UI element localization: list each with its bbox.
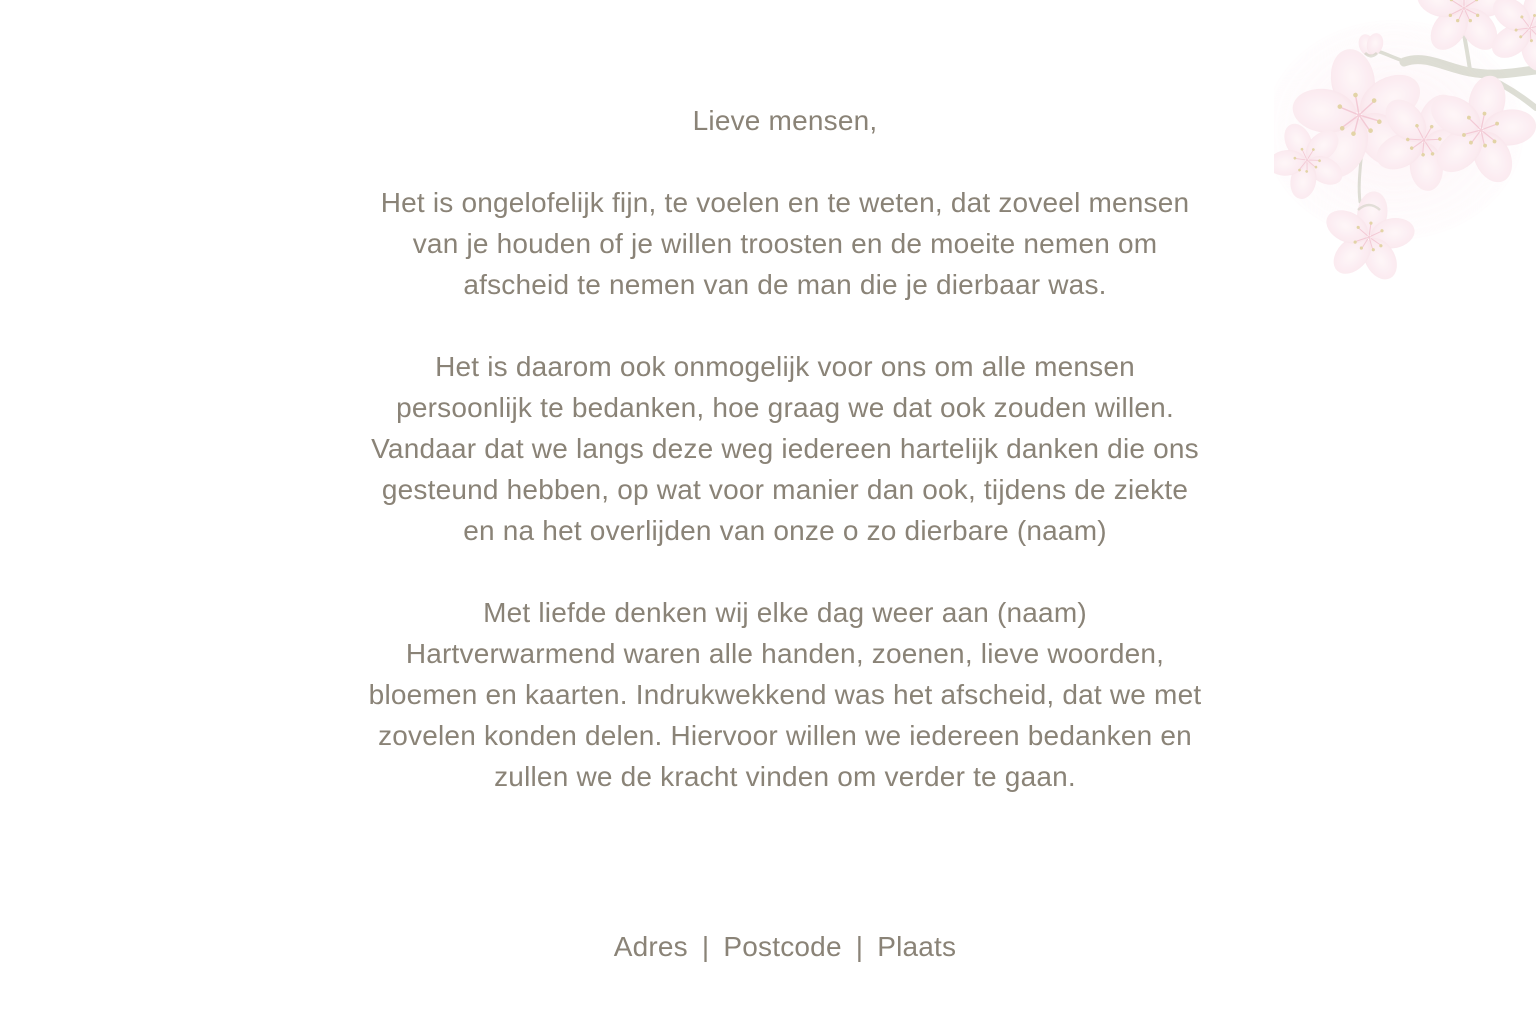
text-line: zovelen konden delen. Hiervoor willen we iedereen bedanken en [378, 720, 1192, 751]
address-line [235, 926, 1335, 967]
text-line: Hartverwarmend waren alle handen, zoenen, lieve woorden, [405, 638, 1165, 669]
text-line: zullen we de kracht vinden om verder te gaan. [494, 761, 1076, 792]
address-street: Adres [613, 931, 688, 962]
paragraph-1 [235, 182, 1335, 305]
paragraph-3 [235, 592, 1335, 797]
text-line: gesteund hebben, op wat voor manier dan ook, tijdens de ziekte [381, 474, 1189, 505]
text-line: Het is ongelofelijk fijn, te voelen en te weten, dat zoveel mensen [380, 187, 1190, 218]
address-separator: | [855, 931, 864, 962]
text-line: en na het overlijden van onze o zo dierbare (naam) [463, 515, 1107, 546]
text-line: Het is daarom ook onmogelijk voor ons om alle mensen [435, 351, 1135, 382]
text-line: van je houden of je willen troosten en de moeite nemen om [412, 228, 1158, 259]
paragraph-2 [235, 346, 1335, 551]
salutation: Lieve mensen, [692, 105, 878, 136]
text-line: Met liefde denken wij elke dag weer aan (naam) [483, 597, 1087, 628]
address-postcode: Postcode [723, 931, 842, 962]
text-line: Vandaar dat we langs deze weg iedereen hartelijk danken die ons [371, 433, 1199, 464]
text-line: persoonlijk te bedanken, hoe graag we dat ook zouden willen. [396, 392, 1174, 423]
text-line: afscheid te nemen van de man die je dierbaar was. [463, 269, 1107, 300]
address-separator: | [701, 931, 710, 962]
card-text [235, 0, 1335, 967]
text-line: bloemen en kaarten. Indrukwekkend was het afscheid, dat we met [368, 679, 1202, 710]
address-city: Plaats [877, 931, 957, 962]
